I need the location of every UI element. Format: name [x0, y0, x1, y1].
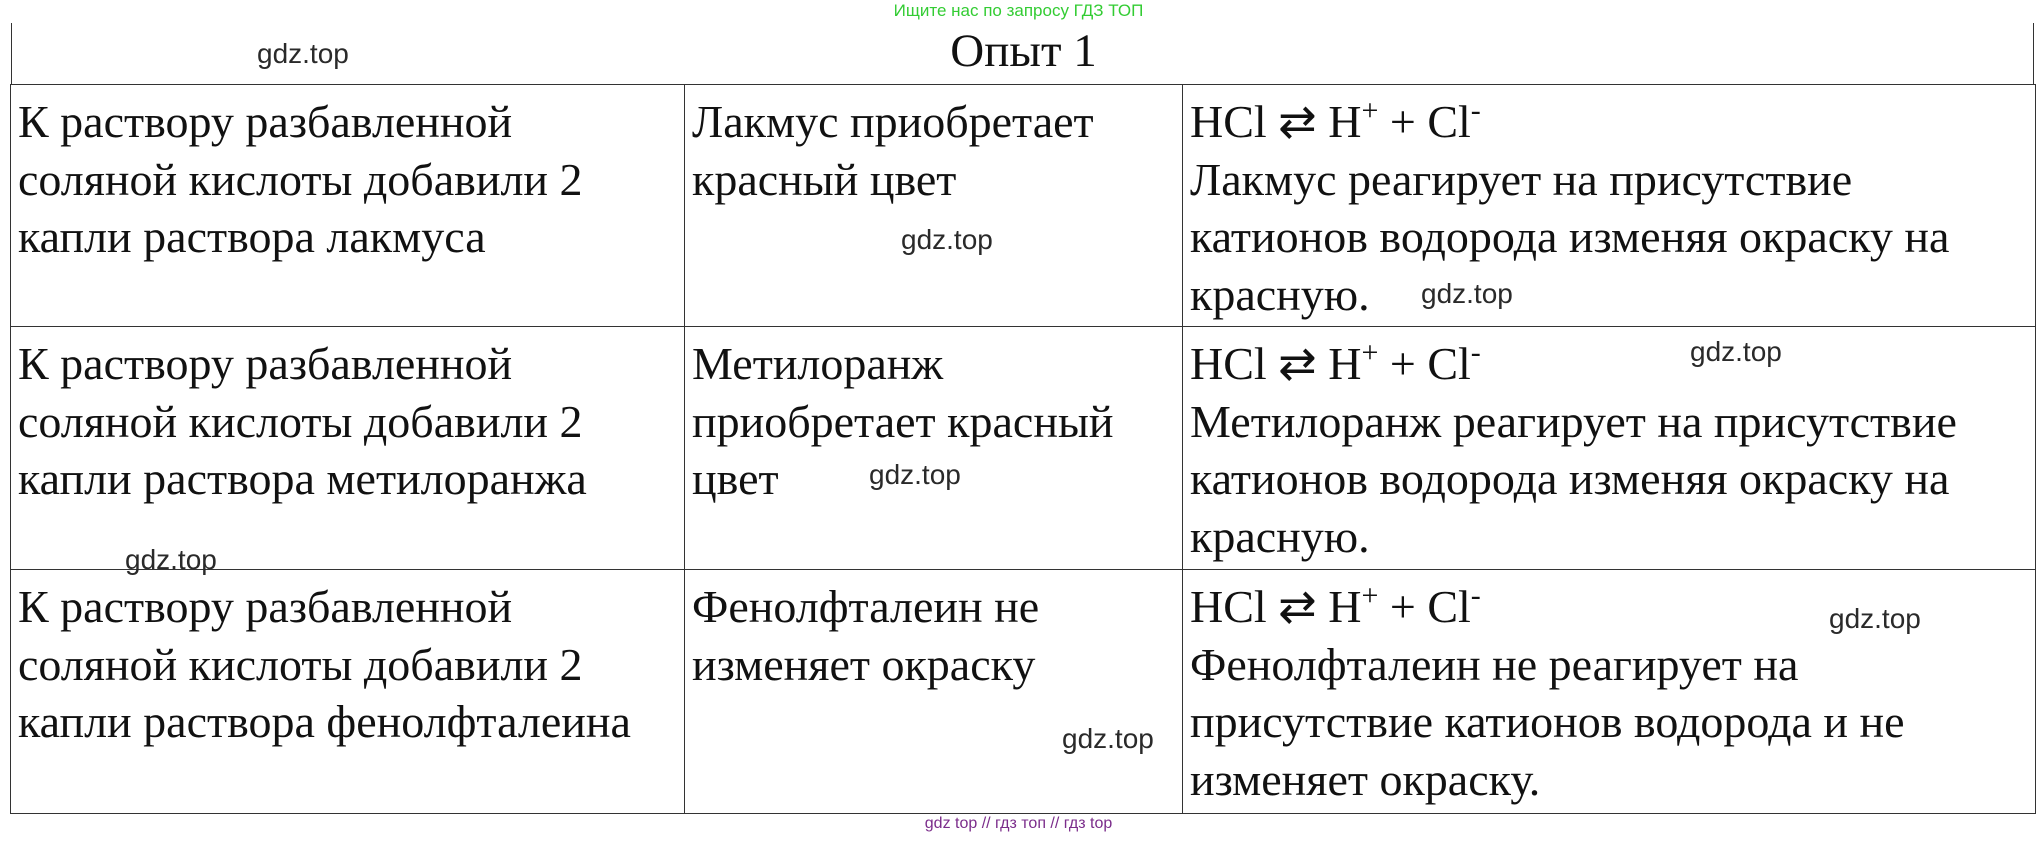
conclusion-text: Метилоранж реагирует на присутствие катионов водорода изменяя окраску на красную. [1190, 395, 1957, 562]
experiment-title: Опыт 1 [950, 25, 1097, 77]
observation-text: Фенолфталеин не изменяет окраску [692, 581, 1040, 690]
watermark-text: gdz.top [901, 224, 993, 255]
conclusion-cell [1183, 85, 2036, 327]
action-text: К раствору разбавленной соляной кислоты добавили 2 капли раствора метилоранжа [18, 338, 587, 504]
dissociation-equation: HCl ⇄ H+ + Cl- [1190, 336, 1481, 389]
action-cell [11, 85, 685, 327]
observation-cell [685, 570, 1183, 814]
dissociation-equation: HCl ⇄ H+ + Cl- [1190, 579, 1481, 632]
dissociation-equation: HCl ⇄ H+ + Cl- [1190, 94, 1481, 147]
footer-links: gdz top // гдз топ // гдз top [924, 815, 1113, 832]
conclusion-text: Фенолфталеин не реагирует на присутствие катионов водорода и не изменяет окраску. [1190, 638, 1905, 805]
conclusion-text: Лакмус реагирует на присутствие катионов водорода изменяя окраску на красную. [1190, 153, 1950, 320]
watermark-text: gdz.top [1421, 278, 1513, 309]
watermark-text: gdz.top [257, 38, 349, 69]
observation-cell [685, 85, 1183, 327]
observation-text: Лакмус приобретает красный цвет [692, 96, 1094, 205]
action-text: К раствору разбавленной соляной кислоты добавили 2 капли раствора фенолфталеина [18, 581, 631, 747]
watermark-text: gdz.top [1690, 336, 1782, 367]
action-cell [11, 570, 685, 814]
top-banner: Ищите нас по запросу ГДЗ ТОП [893, 1, 1144, 20]
table-row [11, 570, 2036, 814]
experiment-table [10, 84, 2036, 814]
watermark-text: gdz.top [1829, 603, 1921, 634]
watermark-text: gdz.top [125, 544, 217, 575]
table-row [11, 85, 2036, 327]
action-text: К раствору разбавленной соляной кислоты добавили 2 капли раствора лакмуса [18, 96, 583, 262]
observation-text: Метилоранж приобретает красный цвет [692, 338, 1114, 504]
watermark-text: gdz.top [1062, 723, 1154, 754]
action-cell [11, 327, 685, 570]
watermark-text: gdz.top [869, 459, 961, 490]
observation-cell [685, 327, 1183, 570]
conclusion-cell [1183, 327, 2036, 570]
